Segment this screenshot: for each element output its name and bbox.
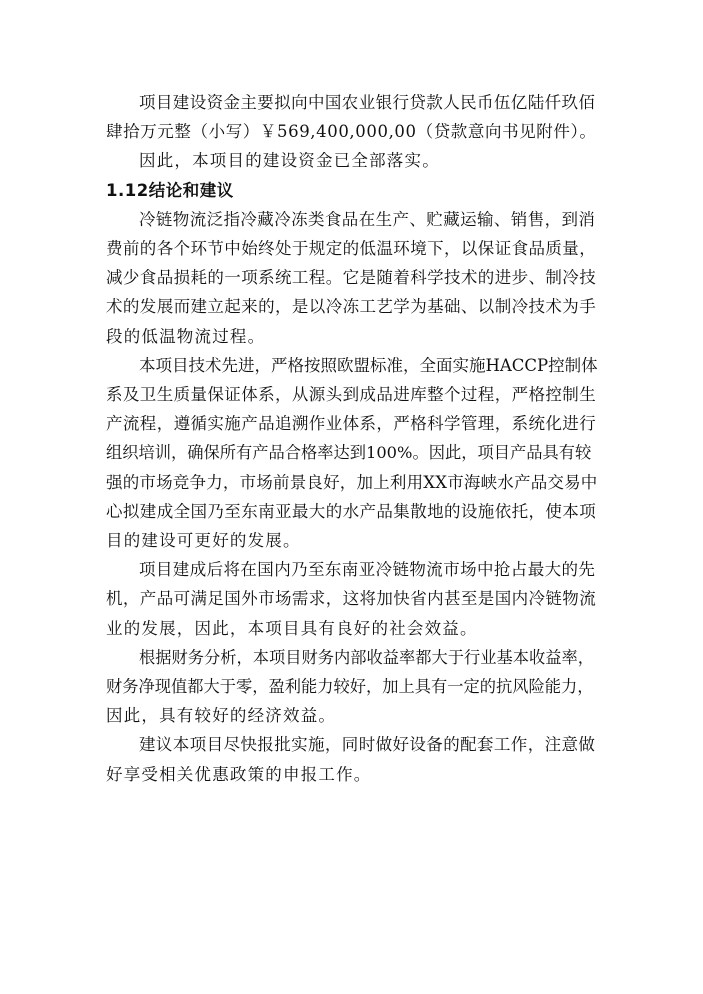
paragraph-line: 肆拾万元整（小写）￥569,400,000,00（贷款意向书见附件）。 [106, 122, 597, 142]
paragraph-cold-chain-definition [106, 205, 598, 351]
paragraph-funding-source [106, 88, 598, 146]
paragraph-line: 产流程，遵循实施产品追溯作业体系，严格科学管理，系统化进行 [106, 414, 597, 434]
paragraph-line: 目的建设可更好的发展。 [106, 531, 301, 551]
paragraph-line: 业的发展，因此，本项目具有良好的社会效益。 [106, 618, 478, 638]
paragraph-line: 根据财务分析，本项目财务内部收益率都大于行业基本收益率， [139, 647, 594, 667]
paragraph-line: 因此，本项目的建设资金已全部落实。 [139, 151, 440, 171]
paragraph-line: 机，产品可满足国外市场需求，这将加快省内甚至是国内冷链物流 [106, 589, 597, 609]
paragraph-line: 组织培训，确保所有产品合格率达到100%。因此，项目产品具有较 [106, 443, 592, 463]
paragraph-line: 因此，具有较好的经济效益。 [106, 706, 337, 726]
paragraph-line: 术的发展而建立起来的，是以冷冻工艺学为基础、以制冷技术为手 [106, 297, 597, 317]
paragraph-line: 本项目技术先进，严格按照欧盟标准，全面实施HACCP控制体 [139, 355, 598, 375]
paragraph-line: 财务净现值都大于零，盈利能力较好，加上具有一定的抗风险能力， [106, 677, 594, 697]
paragraph-economic-benefit [106, 643, 598, 731]
paragraph-line: 系及卫生质量保证体系，从源头到成品进库整个过程，严格控制生 [106, 385, 597, 405]
paragraph-line: 项目建成后将在国内乃至东南亚冷链物流市场中抢占最大的先 [139, 560, 596, 580]
paragraph-line: 段的低温物流过程。 [106, 326, 266, 346]
paragraph-technology [106, 351, 598, 555]
paragraph-line: 强的市场竞争力，市场前景良好，加上利用XX市海峡水产品交易中 [106, 472, 598, 492]
paragraph-social-benefit [106, 555, 598, 643]
paragraph-line: 费前的各个环节中始终处于规定的低温环境下，以保证食品质量， [106, 239, 597, 259]
paragraph-funding-conclusion [106, 146, 598, 175]
section-heading: 1.12结论和建议 [106, 180, 234, 200]
paragraph-line: 减少食品损耗的一项系统工程。它是随着科学技术的进步、制冷技 [106, 268, 597, 288]
paragraph-line: 心拟建成全国乃至东南亚最大的水产品集散地的设施依托，使本项 [106, 501, 597, 521]
document-page [106, 88, 598, 789]
paragraph-line: 冷链物流泛指冷藏冷冻类食品在生产、贮藏运输、销售，到消 [139, 209, 596, 229]
paragraph-line: 好享受相关优惠政策的申报工作。 [106, 764, 372, 784]
paragraph-recommendation [106, 730, 598, 788]
paragraph-line: 建议本项目尽快报批实施，同时做好设备的配套工作，注意做 [139, 735, 596, 755]
paragraph-line: 项目建设资金主要拟向中国农业银行贷款人民币伍亿陆仟玖佰 [139, 93, 596, 112]
